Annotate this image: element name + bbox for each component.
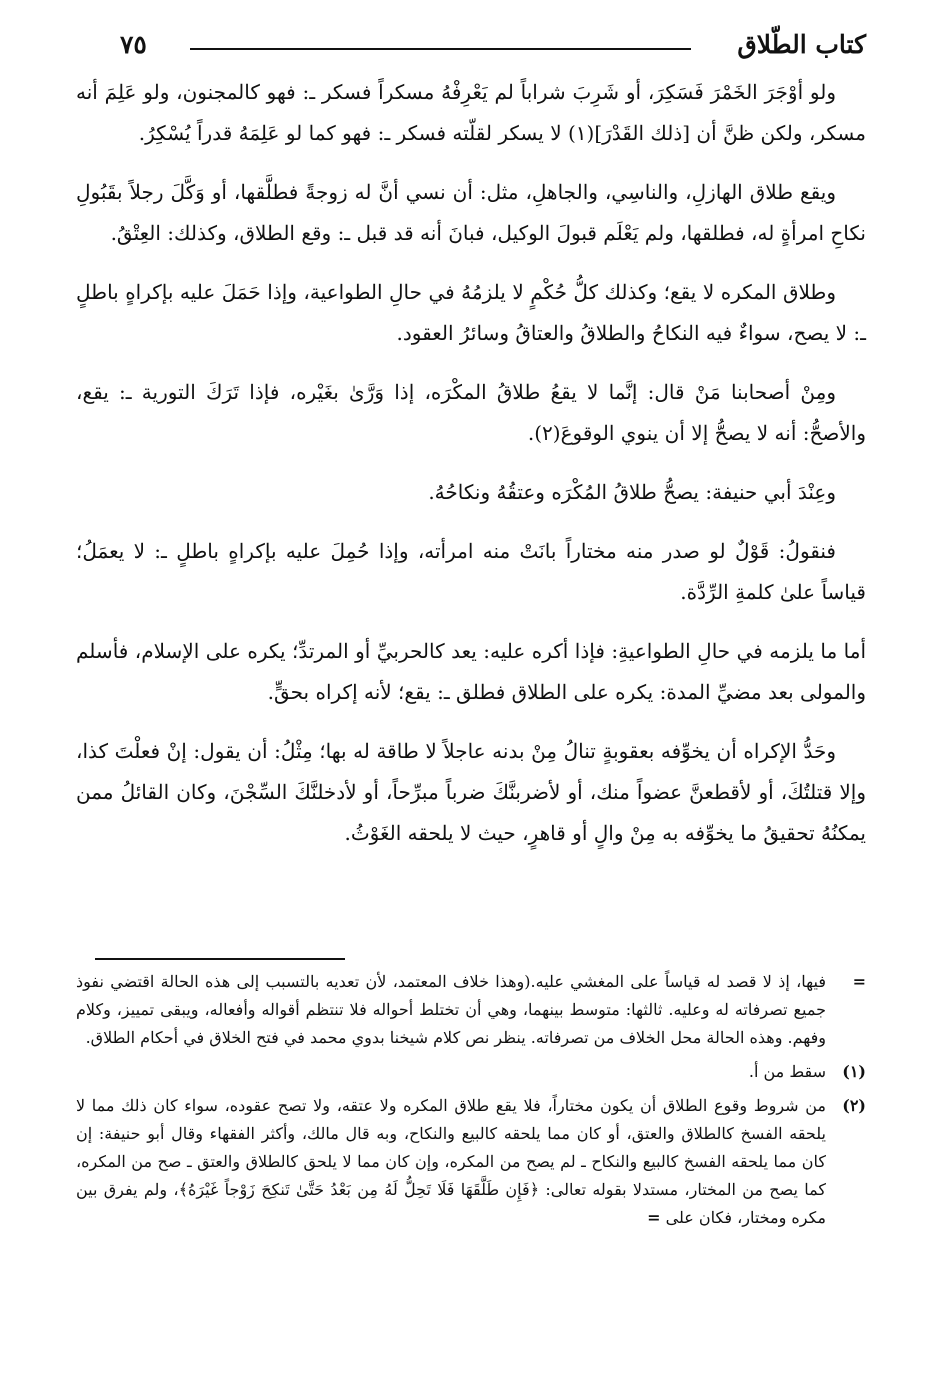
paragraph-8: وحَدُّ الإكراه أن يخوِّفه بعقوبةٍ تنالُ مِنْ بدنه عاجلاً لا طاقة له بها؛ مِثْلُ: أن يقول: إنْ فعلْتَ كذا، وإلا قتلتُكَ، أو لأقطعنَّ عضواً منك، أو لأضربنَّكَ ضرباً مبرِّحاً، أو لأدخلنَّكَ السِّجْنَ، وكان القائلُ ممن يمكنُهُ تحقيقُ ما يخوِّفه به مِنْ والٍ أو قاهرٍ، حيث لا يلحقه الغَوْثُ. bbox=[76, 739, 866, 845]
page-number: ٧٥ bbox=[120, 30, 147, 59]
footnote-body: من شروط وقوع الطلاق أن يكون مختاراً، فلا يقع طلاق المكره ولا عتقه، ولا تصح عقوده، سواء كان ذلك مما لا يلحقه الفسخ كالطلاق والعتق، أو كان مما يلحقه كالبيع والنكاح، وبه قال مالك، وأكثر الفقهاء وقال أبو حنيفة: إن كان مما يلحقه الفسخ كالبيع والنكاح ـ لم يصح من المكره، وإن كان مما لا يلحق كالطلاق والعتق ـ صح من المكره، كما يصح من المختار، مستدلا بقوله تعالى: ﴿فَإِن طَلَّقَهَا فَلَا تَحِلُّ لَهُ مِن بَعْدُ حَتَّىٰ تَنكِحَ زَوْجاً غَيْرَهُ﴾، ولم يفرق بين مكره ومختار، فكان على bbox=[76, 1096, 826, 1227]
paragraph-6: فنقولُ: قَوْلٌ لو صدر منه مختاراً بانَتْ منه امرأته، وإذا حُمِلَ عليه بإكراهٍ باطلٍ ـ: لا يعمَلُ؛ قياساً علىٰ كلمةِ الرِّدَّة. bbox=[76, 539, 866, 604]
paragraph-7: أما ما يلزمه في حالِ الطواعيةِ: فإذا أكره عليه: يعد كالحربيِّ أو المرتدِّ؛ يكره على الإسلام، فأسلم والمولى بعد مضيِّ المدة: يكره على الطلاق فطلق ـ: يقع؛ لأنه إكراه بحقٍّ. bbox=[76, 639, 866, 704]
footnote-mark: (٢) bbox=[842, 1096, 866, 1115]
footnote-mark: = bbox=[852, 972, 866, 991]
paragraph-4: ومِنْ أصحابنا مَنْ قال: إنَّما لا يقعُ طلاقُ المكْرَه، إذا وَرَّىٰ بغَيْره، فإذا تَرَكَ التورية ـ: يقع، والأصحُّ: أنه لا يصحُّ إلا أن ينوي الوقوعَ(٢). bbox=[76, 380, 866, 445]
footnote-text: سقط من أ. bbox=[748, 1062, 826, 1081]
footnote-separator bbox=[95, 958, 345, 960]
header-rule bbox=[190, 48, 691, 50]
footnote-2 bbox=[76, 1092, 866, 1232]
footnote-text bbox=[76, 1092, 826, 1232]
paragraph-3: وطلاق المكره لا يقع؛ وكذلك كلُّ حُكْمٍ لا يلزمُهُ في حالِ الطواعية، وإذا حَمَلَ عليه بإكراهٍ باطلٍ ـ: لا يصح، سواءٌ فيه النكاحُ والطلاقُ والعتاقُ وسائرُ العقود. bbox=[76, 280, 866, 345]
footnote-continued bbox=[76, 968, 866, 1052]
footnote-1 bbox=[76, 1058, 866, 1086]
book-title: كتاب الطّلاق bbox=[737, 30, 866, 59]
page-header bbox=[120, 22, 866, 68]
paragraph-5: وعِنْدَ أبي حنيفة: يصحُّ طلاقُ المُكْرَه وعتقُهُ ونكاحُهُ. bbox=[428, 480, 836, 504]
main-text bbox=[76, 72, 866, 872]
paragraph-2: ويقع طلاق الهازلِ، والناسِي، والجاهلِ، مثل: أن نسي أنَّ له زوجةً فطلَّقها، أو وَكَّلَ رجلاً بقَبُولِ نكاحِ امرأةٍ له، فطلقها، ولم يَعْلَم قبولَ الوكيل، فبانَ أنه قد قبل ـ: وقع الطلاق، وكذلك: العِتْقُ. bbox=[76, 180, 866, 245]
footnote-mark: (١) bbox=[842, 1062, 866, 1081]
footnotes bbox=[76, 968, 866, 1238]
footnote-text: فيها، إذ لا قصد له قياساً على المغشي عليه.(وهذا خلاف المعتمد، لأن تعديه بالتسبب إلى هذه الحالة اقتضي نفوذ جميع تصرفاته له وعليه. ثالثها: متوسط بينهما، وهي أن تختلط أحواله فلا تنتظم أقواله وأفعاله، ويبقى تمييز، وكلام وفهم. وهذه الحالة محل الخلاف من تصرفاته. ينظر نص كلام شيخنا بدوي محمد في فتح الخلاق في أحكام الطلاق. bbox=[76, 972, 827, 1047]
paragraph-1: ولو أوْجَرَ الخَمْرَ فَسَكِرَ، أو شَرِبَ شراباً لم يَعْرِفْهُ مسكراً فسكر ـ: فهو كالمجنون، ولو عَلِمَ أنه مسكر، ولكن ظنَّ أن [ذلك القَدْرَ](١) لا يسكر لقلّته فسكر ـ: فهو كما لو عَلِمَهُ قدراً يُسْكِرُ. bbox=[76, 80, 866, 145]
footnote-continuation-mark: = bbox=[647, 1208, 661, 1227]
